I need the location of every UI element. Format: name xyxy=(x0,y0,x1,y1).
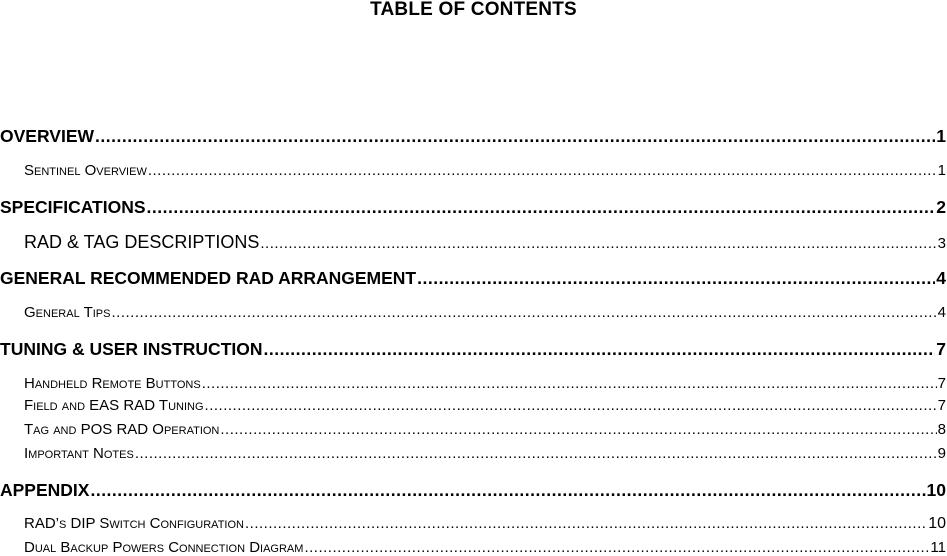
page-title: TABLE OF CONTENTS xyxy=(370,0,577,20)
toc-entry-label: Dual Backup Powers Connection Diagram xyxy=(24,539,304,556)
dot-leader xyxy=(260,235,936,252)
dot-leader xyxy=(147,197,936,218)
toc-entry-appendix[interactable] xyxy=(0,480,947,501)
toc-entry-label: GENERAL RECOMMENDED RAD ARRANGEMENT xyxy=(0,268,417,288)
toc-entry-page: 4 xyxy=(936,268,946,288)
toc-entry-label: Sentinel Overview xyxy=(24,162,147,179)
toc-entry-page: 7 xyxy=(936,339,946,359)
toc-entry-important-notes[interactable] xyxy=(24,445,947,462)
dot-leader xyxy=(90,480,925,501)
toc-entry-general-recommended-rad-arrangement[interactable] xyxy=(0,268,947,289)
toc-entry-page: 1 xyxy=(937,162,946,179)
toc-entry-overview[interactable] xyxy=(0,126,947,147)
toc-entry-rad-dip-switch-configuration[interactable] xyxy=(24,515,947,533)
dot-leader xyxy=(95,126,935,147)
toc-entry-page: 1 xyxy=(936,126,946,146)
toc-entry-label: General Tips xyxy=(24,304,111,321)
toc-entry-page: 8 xyxy=(937,421,946,438)
toc-entry-dual-backup-powers-connection-diagram[interactable] xyxy=(24,539,947,556)
toc-entry-label: RAD’s DIP Switch Configuration xyxy=(24,515,244,532)
dot-leader xyxy=(417,268,935,289)
toc-entry-page: 11 xyxy=(930,539,946,556)
toc-entry-label: Handheld Remote Buttons xyxy=(24,375,201,392)
dot-leader xyxy=(245,515,927,532)
toc-entry-sentinel-overview[interactable] xyxy=(24,162,947,179)
toc-entry-page: 10 xyxy=(926,480,946,500)
toc-entry-page: 7 xyxy=(937,375,946,392)
dot-leader xyxy=(264,339,936,360)
dot-leader xyxy=(205,397,937,414)
toc-entry-label: SPECIFICATIONS xyxy=(0,197,146,217)
toc-entry-tag-pos-rad-operation[interactable] xyxy=(24,421,947,438)
dot-leader xyxy=(148,162,937,179)
toc-entry-label: APPENDIX xyxy=(0,480,90,500)
toc-entry-label: Field and EAS RAD Tuning xyxy=(24,397,204,414)
dot-leader xyxy=(202,375,937,392)
toc-entry-label: RAD & TAG DESCRIPTIONS xyxy=(24,232,260,252)
toc-entry-rad-tag-descriptions[interactable] xyxy=(24,232,947,253)
toc-entry-page: 9 xyxy=(937,445,946,462)
toc-entry-field-eas-rad-tuning[interactable] xyxy=(24,397,947,414)
toc-entry-label: OVERVIEW xyxy=(0,126,95,146)
toc-entry-label: Important Notes xyxy=(24,445,134,462)
toc-entry-page: 4 xyxy=(937,304,946,321)
dot-leader xyxy=(304,539,929,556)
toc-entry-label: TUNING & USER INSTRUCTION xyxy=(0,339,263,359)
dot-leader xyxy=(135,445,937,462)
toc-entry-page: 3 xyxy=(937,235,946,252)
toc-entry-page: 2 xyxy=(936,197,946,217)
dot-leader xyxy=(111,304,936,321)
toc-entry-general-tips[interactable] xyxy=(24,304,947,321)
toc-entry-tuning-user-instruction[interactable] xyxy=(0,339,947,360)
toc-entry-page: 10 xyxy=(928,515,946,532)
toc-entry-label: Tag and POS RAD Operation xyxy=(24,421,220,438)
toc-entry-specifications[interactable] xyxy=(0,197,947,218)
toc-entry-handheld-remote-buttons[interactable] xyxy=(24,375,947,392)
dot-leader xyxy=(220,421,936,438)
toc-entry-page: 7 xyxy=(937,397,946,414)
